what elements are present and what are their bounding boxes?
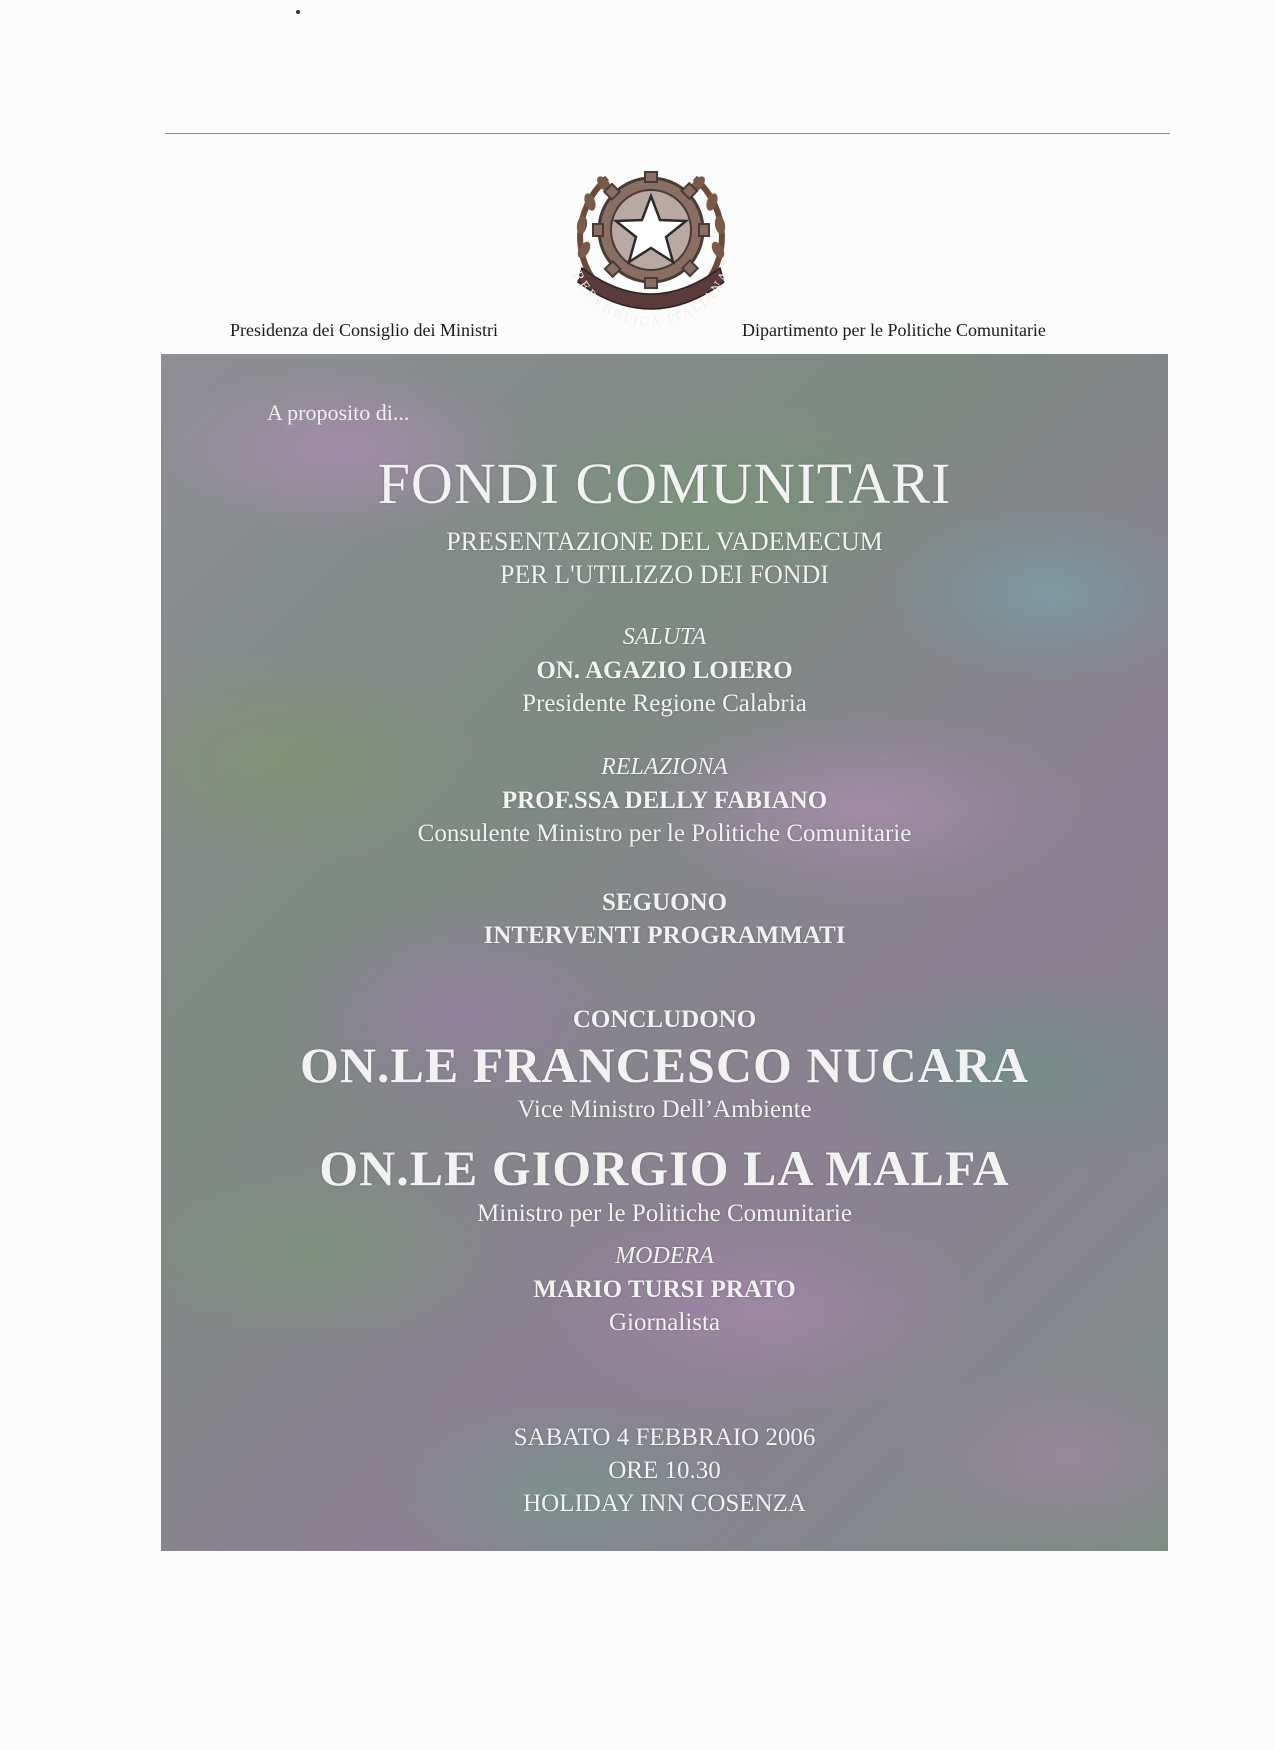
modera-desc: Giornalista: [608, 1309, 721, 1336]
speaker2-name: ON.LE GIORGIO LA MALFA: [319, 1140, 1010, 1196]
interventi-label: INTERVENTI PROGRAMMATI: [483, 922, 846, 949]
concludono-label: CONCLUDONO: [572, 1006, 757, 1033]
relaziona-name: PROF.SSA DELLY FABIANO: [501, 787, 828, 814]
modera-role: MODERA: [615, 1243, 714, 1269]
event-time: ORE 10.30: [608, 1457, 721, 1484]
event-date: SABATO 4 FEBBRAIO 2006: [513, 1424, 816, 1451]
header-right-text: Dipartimento per le Politiche Comunitarie: [742, 320, 1046, 340]
saluta-desc: Presidente Regione Calabria: [522, 690, 807, 717]
italian-republic-emblem: [562, 150, 740, 328]
modera-name: MARIO TURSI PRATO: [533, 1276, 796, 1303]
header-rule: [165, 133, 1170, 134]
scan-speck: [296, 10, 300, 14]
speaker1-name: ON.LE FRANCESCO NUCARA: [300, 1037, 1029, 1093]
flyer-subtitle-line1: PRESENTAZIONE DEL VADEMECUM: [446, 527, 883, 556]
emblem-ribbon-text: REPVBBLICA ITALIANA: [570, 268, 732, 328]
relaziona-role: RELAZIONA: [601, 754, 728, 780]
flyer-title: FONDI COMUNITARI: [377, 451, 952, 516]
saluta-role: SALUTA: [622, 624, 707, 650]
seguono-label: SEGUONO: [601, 889, 728, 916]
event-venue: HOLIDAY INN COSENZA: [523, 1490, 806, 1517]
header-left-text: Presidenza dei Consiglio dei Ministri: [230, 320, 498, 340]
relaziona-desc: Consulente Ministro per le Politiche Comunitarie: [417, 820, 912, 847]
speaker1-desc: Vice Ministro Dell’Ambiente: [517, 1096, 812, 1123]
flyer-subtitle-line2: PER L'UTILIZZO DEI FONDI: [500, 560, 829, 589]
intro-text: A proposito di...: [267, 400, 410, 425]
flyer-panel: [161, 354, 1168, 1551]
saluta-name: ON. AGAZIO LOIERO: [536, 657, 793, 684]
speaker2-desc: Ministro per le Politiche Comunitarie: [477, 1200, 852, 1227]
